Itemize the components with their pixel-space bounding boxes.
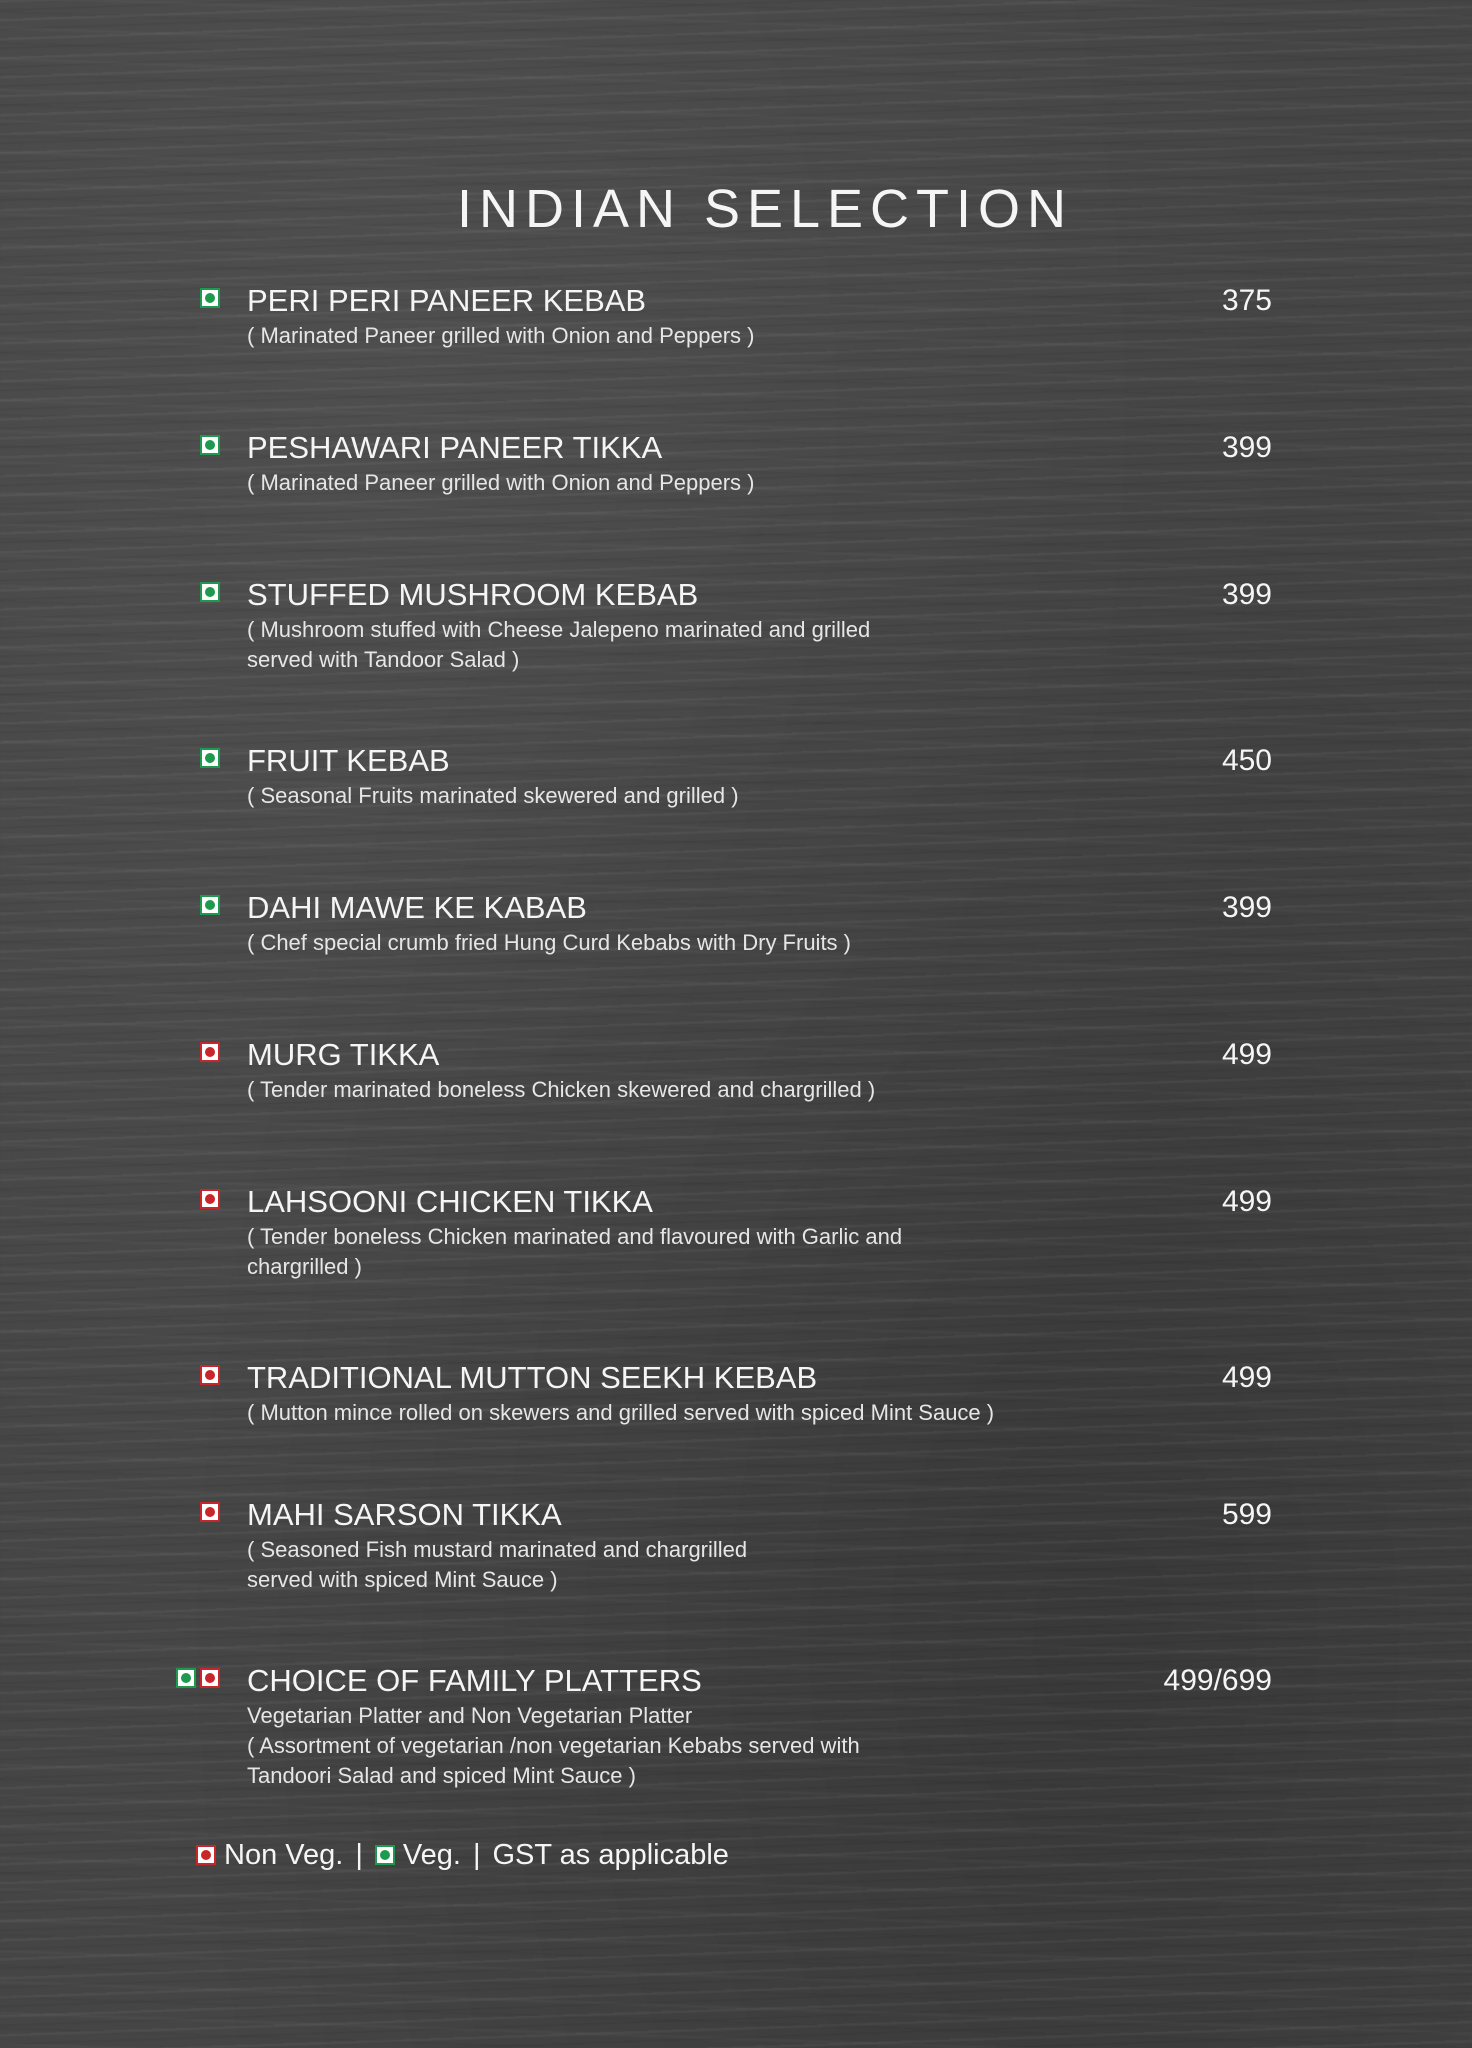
diet-legend: [196, 1837, 729, 1873]
item-description: [247, 1535, 747, 1595]
item-price: 599: [1221, 1498, 1272, 1531]
diet-badges: [176, 1668, 220, 1688]
item-description-line: ( Marinated Paneer grilled with Onion and Peppers ): [247, 323, 755, 348]
item-name: STUFFED MUSHROOM KEBAB: [247, 577, 699, 612]
item-price: 399: [1221, 578, 1272, 611]
nonveg-icon: [196, 1845, 216, 1865]
legend-separator: |: [472, 1839, 481, 1871]
item-price: 375: [1221, 284, 1272, 317]
nonveg-icon: [200, 1189, 220, 1209]
item-description-line: ( Tender boneless Chicken marinated and flavoured with Garlic and: [247, 1224, 903, 1249]
diet-badges: [200, 582, 220, 602]
diet-badges: [200, 288, 220, 308]
item-description: [247, 1398, 994, 1428]
nonveg-icon: [200, 1042, 220, 1062]
item-name: CHOICE OF FAMILY PLATTERS: [247, 1663, 702, 1698]
diet-badges: [200, 748, 220, 768]
legend-veg-label: Veg.: [402, 1839, 461, 1871]
veg-icon: [176, 1668, 196, 1688]
item-price: 450: [1221, 744, 1272, 777]
item-description: [247, 1701, 860, 1791]
item-description: [247, 781, 739, 811]
veg-icon: [200, 435, 220, 455]
diet-badges: [200, 1365, 220, 1385]
diet-badges: [200, 1042, 220, 1062]
item-name: DAHI MAWE KE KABAB: [247, 890, 587, 925]
item-description-line: ( Seasonal Fruits marinated skewered and grilled ): [247, 783, 739, 808]
item-name: FRUIT KEBAB: [247, 743, 450, 778]
item-name: PERI PERI PANEER KEBAB: [247, 283, 647, 318]
item-price: 499: [1221, 1185, 1272, 1218]
item-description-line: served with spiced Mint Sauce ): [247, 1567, 558, 1592]
item-description-line: ( Assortment of vegetarian /non vegetarian Kebabs served with: [247, 1733, 860, 1758]
item-description-line: Vegetarian Platter and Non Vegetarian Platter: [247, 1703, 693, 1728]
item-description-line: chargrilled ): [247, 1254, 362, 1279]
veg-icon: [375, 1845, 395, 1865]
item-description: [247, 615, 870, 675]
item-description-line: ( Seasoned Fish mustard marinated and chargrilled: [247, 1537, 748, 1562]
veg-icon: [200, 582, 220, 602]
item-description-line: ( Marinated Paneer grilled with Onion and Peppers ): [247, 470, 755, 495]
item-description: [247, 321, 755, 351]
diet-badges: [200, 895, 220, 915]
item-name: PESHAWARI PANEER TIKKA: [247, 430, 663, 465]
item-description-line: served with Tandoor Salad ): [247, 647, 520, 672]
item-name: MURG TIKKA: [247, 1037, 440, 1072]
item-price: 499/699: [1163, 1664, 1272, 1697]
diet-badges: [200, 1502, 220, 1522]
item-description: [247, 1222, 902, 1282]
item-description: [247, 928, 851, 958]
item-description-line: ( Mutton mince rolled on skewers and grilled served with spiced Mint Sauce ): [247, 1400, 995, 1425]
legend-separator: |: [355, 1839, 363, 1871]
nonveg-icon: [200, 1365, 220, 1385]
item-description: [247, 468, 755, 498]
item-name: MAHI SARSON TIKKA: [247, 1497, 562, 1532]
nonveg-icon: [200, 1668, 220, 1688]
item-description-line: ( Tender marinated boneless Chicken skewered and chargrilled ): [247, 1077, 876, 1102]
item-price: 499: [1221, 1361, 1272, 1394]
veg-icon: [200, 288, 220, 308]
legend-nonveg-label: Non Veg.: [224, 1839, 344, 1871]
item-description-line: ( Chef special crumb fried Hung Curd Kebabs with Dry Fruits ): [247, 930, 851, 955]
diet-badges: [200, 435, 220, 455]
diet-badges: [200, 1189, 220, 1209]
page-title: INDIAN SELECTION: [456, 179, 1074, 239]
item-price: 399: [1221, 431, 1272, 464]
item-price: 399: [1221, 891, 1272, 924]
veg-icon: [200, 748, 220, 768]
legend-gst-label: GST as applicable: [492, 1839, 729, 1871]
nonveg-icon: [200, 1502, 220, 1522]
item-name: TRADITIONAL MUTTON SEEKH KEBAB: [247, 1360, 818, 1395]
item-description: [247, 1075, 875, 1105]
item-description-line: Tandoori Salad and spiced Mint Sauce ): [247, 1763, 636, 1788]
item-price: 499: [1221, 1038, 1272, 1071]
veg-icon: [200, 895, 220, 915]
item-description-line: ( Mushroom stuffed with Cheese Jalepeno marinated and grilled: [247, 617, 871, 642]
item-name: LAHSOONI CHICKEN TIKKA: [247, 1184, 653, 1219]
